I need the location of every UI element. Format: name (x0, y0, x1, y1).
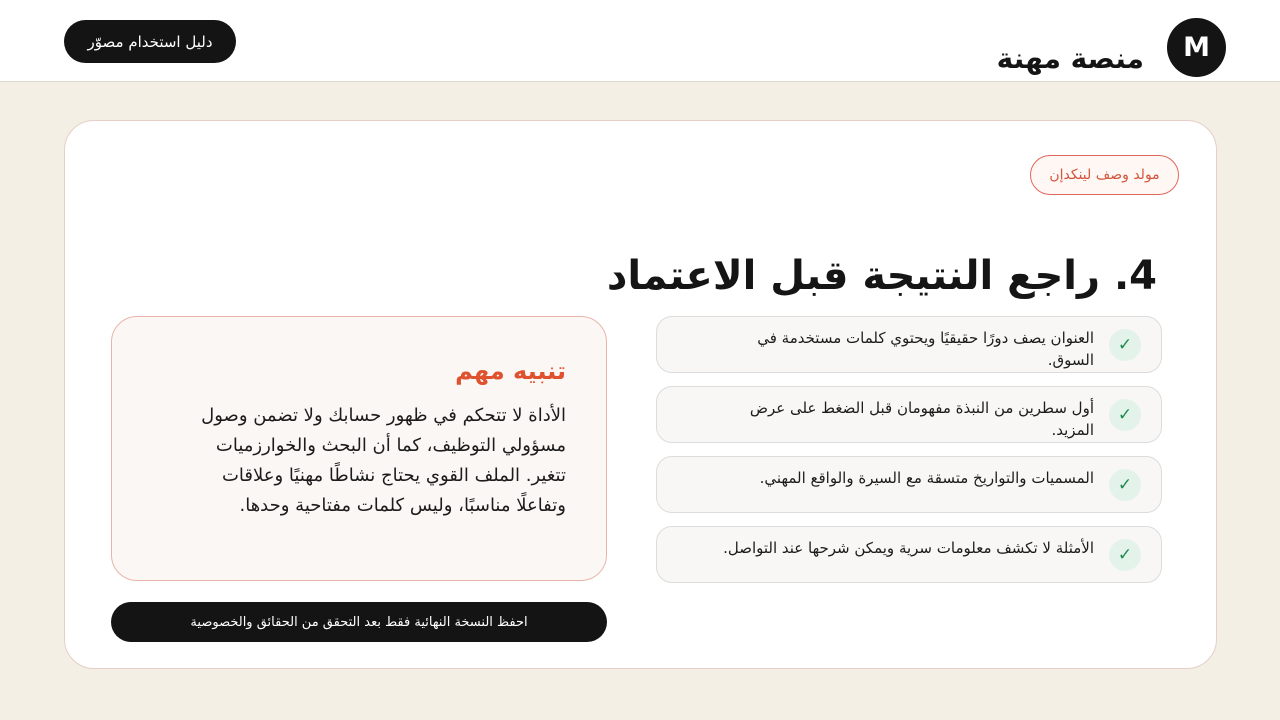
brand-name: منصة مهنة (996, 42, 1144, 75)
step-card (64, 120, 1217, 669)
checklist-item (656, 526, 1162, 583)
guide-button[interactable]: دليل استخدام مصوّر (64, 20, 236, 63)
page-title: 4. راجع النتيجة قبل الاعتماد (606, 253, 1157, 299)
checklist-item (656, 386, 1162, 443)
check-icon: ✓ (1109, 469, 1141, 501)
check-icon: ✓ (1109, 539, 1141, 571)
top-bar (0, 0, 1280, 82)
logo[interactable] (1167, 18, 1226, 77)
warning-title: تنبيه مهم (455, 357, 566, 385)
checklist-item-text: المسميات والتواريخ متسقة مع السيرة والواقع المهني. (759, 469, 1094, 487)
checklist-item (656, 456, 1162, 513)
save-final-button[interactable]: احفظ النسخة النهائية فقط بعد التحقق من الحقائق والخصوصية (111, 602, 607, 642)
check-icon: ✓ (1109, 399, 1141, 431)
checklist-item (656, 316, 1162, 373)
warning-box (111, 316, 607, 581)
tool-badge: مولد وصف لينكدإن (1030, 155, 1179, 195)
logo-letter: M (1183, 32, 1210, 63)
checklist-item-text: الأمثلة لا تكشف معلومات سرية ويمكن شرحها عند التواصل. (723, 539, 1094, 557)
checklist-item-text: أول سطرين من النبذة مفهومان قبل الضغط على عرض المزيد. (749, 399, 1094, 439)
check-icon: ✓ (1109, 329, 1141, 361)
warning-body: الأداة لا تتحكم في ظهور حسابك ولا تضمن وصول مسؤولي التوظيف، كما أن البحث والخوارزميات تتغير. الملف القوي يحتاج نشاطًا مهنيًا وعلاقات وتفاعلًا مناسبًا، وليس كلمات مفتاحية وحدها. (201, 405, 566, 516)
checklist-item-text: العنوان يصف دورًا حقيقيًا ويحتوي كلمات مستخدمة في السوق. (757, 329, 1094, 369)
